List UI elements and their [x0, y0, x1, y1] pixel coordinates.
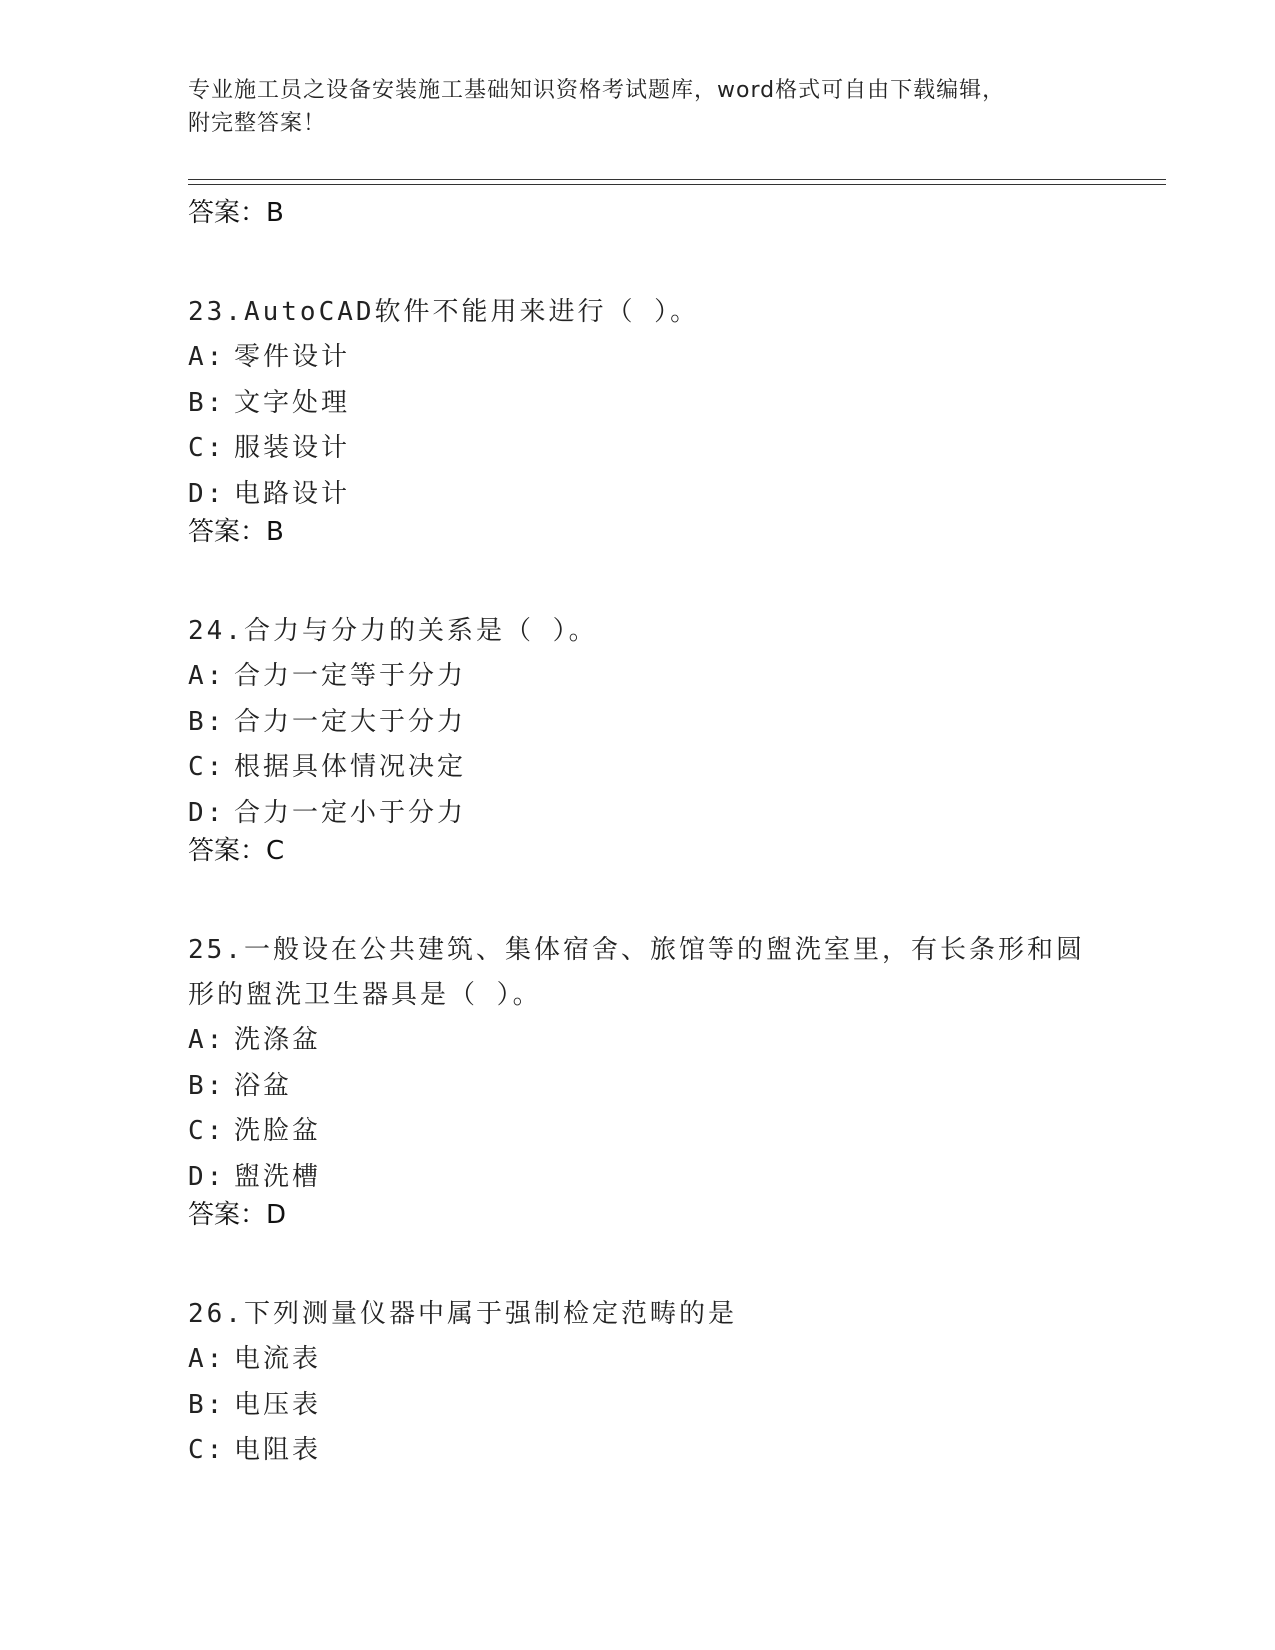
option-letter: C:	[188, 1116, 226, 1146]
option-b	[188, 1064, 1088, 1110]
option-letter: D:	[188, 797, 226, 828]
option-a	[188, 654, 1088, 700]
option-text: 零件设计	[234, 342, 351, 372]
option-b	[188, 700, 1088, 746]
option-c	[188, 1428, 1088, 1474]
option-text: 电压表	[234, 1389, 322, 1420]
option-d	[188, 1155, 1088, 1201]
option-text: 服装设计	[234, 433, 351, 463]
option-letter: C:	[188, 752, 226, 782]
option-letter: A:	[188, 342, 226, 372]
option-text: 合力一定大于分力	[234, 706, 467, 737]
option-a	[188, 1337, 1088, 1383]
answer: 答案：B	[188, 517, 284, 547]
option-text: 电流表	[234, 1344, 322, 1374]
option-c	[188, 426, 1088, 472]
answer: 答案：C	[188, 836, 285, 866]
option-letter: B:	[188, 1070, 226, 1101]
option-text: 文字处理	[234, 387, 351, 418]
option-text: 电阻表	[234, 1435, 322, 1465]
header-line-1: 专业施工员之设备安装施工基础知识资格考试题库，word格式可自由下载编辑，	[188, 78, 1006, 103]
header-divider-bottom	[188, 184, 1166, 185]
option-b	[188, 1383, 1088, 1429]
answer: 答案：D	[188, 1200, 287, 1230]
option-letter: D:	[188, 1161, 226, 1192]
option-letter: A:	[188, 661, 226, 691]
option-text: 合力一定等于分力	[234, 661, 467, 691]
previous-answer: 答案：B	[188, 198, 284, 228]
option-text: 合力一定小于分力	[234, 797, 467, 828]
question-26	[188, 1292, 1088, 1474]
option-c	[188, 745, 1088, 791]
option-text: 盥洗槽	[234, 1161, 322, 1192]
question-stem: 26.下列测量仪器中属于强制检定范畴的是	[188, 1299, 737, 1329]
option-a	[188, 1018, 1088, 1064]
option-letter: B:	[188, 387, 226, 418]
option-text: 电路设计	[234, 478, 351, 509]
question-stem: 23.AutoCAD软件不能用来进行（ ）。	[188, 297, 700, 327]
option-text: 洗脸盆	[234, 1116, 322, 1146]
question-25	[188, 928, 1088, 1230]
option-c	[188, 1109, 1088, 1155]
question-stem: 24.合力与分力的关系是（ ）。	[188, 616, 598, 646]
option-b	[188, 381, 1088, 427]
option-letter: A:	[188, 1344, 226, 1374]
question-24	[188, 609, 1088, 866]
option-letter: A:	[188, 1025, 226, 1055]
option-letter: C:	[188, 433, 226, 463]
header-divider-top	[188, 179, 1166, 180]
question-23	[188, 290, 1088, 547]
option-text: 浴盆	[234, 1070, 293, 1101]
option-letter: D:	[188, 478, 226, 509]
question-list	[188, 192, 1088, 1474]
option-d	[188, 791, 1088, 837]
option-a	[188, 335, 1088, 381]
document-header	[188, 74, 1088, 140]
header-line-2: 附完整答案！	[188, 111, 327, 136]
option-letter: C:	[188, 1435, 226, 1465]
option-d	[188, 472, 1088, 518]
option-letter: B:	[188, 706, 226, 737]
option-text: 根据具体情况决定	[234, 752, 467, 782]
option-letter: B:	[188, 1389, 226, 1420]
question-stem: 25.一般设在公共建筑、集体宿舍、旅馆等的盥洗室里，有长条形和圆形的盥洗卫生器具是（ ）。	[188, 935, 1085, 1010]
option-text: 洗涤盆	[234, 1025, 322, 1055]
